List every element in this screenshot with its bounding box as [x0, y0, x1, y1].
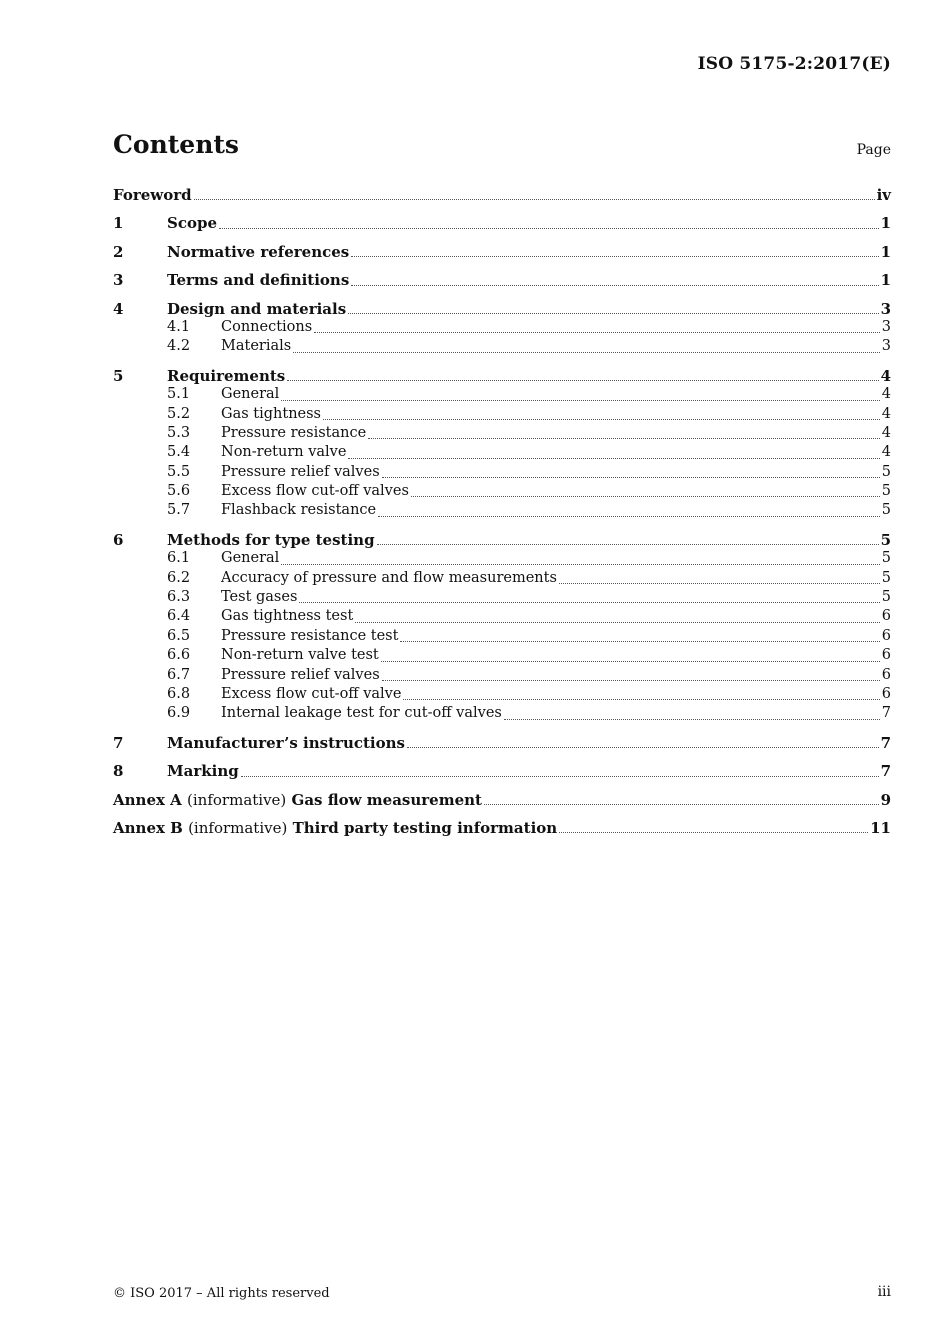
toc-entry-page: iv [876, 186, 891, 204]
toc-entry-title: Flashback resistance [221, 502, 377, 519]
annex-name: Third party testing information [292, 818, 558, 837]
toc-entry-page: 5 [880, 530, 891, 549]
toc-entry[interactable] [113, 186, 891, 205]
toc-entry-page: 5 [881, 463, 891, 480]
annex-label: Annex B [113, 818, 183, 837]
page-number: iii [877, 1284, 891, 1300]
toc-entry-title: Foreword [113, 186, 192, 204]
toc-entry-title: General [221, 386, 280, 403]
dot-leader [351, 256, 878, 257]
toc-subentry[interactable] [113, 319, 891, 338]
dot-leader [378, 516, 880, 517]
toc-entry-number: 5.4 [167, 444, 191, 461]
dot-leader [299, 602, 879, 603]
toc-entry-page: 1 [880, 242, 891, 261]
toc-subentry[interactable] [113, 705, 891, 724]
dot-leader [314, 332, 880, 333]
toc-entry[interactable] [113, 762, 891, 781]
toc-entry-title: Test gases [221, 589, 298, 606]
toc-entry-number: 4.2 [167, 338, 191, 355]
dot-leader [377, 544, 879, 545]
dot-leader [348, 458, 879, 459]
toc-entry-number: 8 [113, 762, 124, 781]
toc-entry-page: 7 [880, 733, 891, 752]
toc-subentry[interactable] [113, 464, 891, 483]
dot-leader [411, 496, 880, 497]
dot-leader [484, 804, 879, 805]
toc-entry[interactable] [113, 300, 891, 319]
toc-entry-title: Non-return valve test [221, 647, 379, 664]
copyright-notice: © ISO 2017 – All rights reserved [113, 1286, 330, 1301]
dot-leader [382, 680, 880, 681]
toc-entry-number: 6.7 [167, 666, 191, 683]
toc-entry-title: Pressure resistance test [221, 627, 399, 644]
toc-entry-number: 6.6 [167, 647, 191, 664]
toc-entry-title: Pressure resistance [221, 424, 367, 441]
annex-name: Gas flow measurement [291, 790, 482, 809]
toc-entry-page: 5 [881, 569, 891, 586]
toc-subentry[interactable] [113, 550, 891, 569]
dot-leader [351, 285, 878, 286]
dot-leader [219, 228, 879, 229]
toc-entry-title: Manufacturer’s instructions [167, 733, 405, 752]
toc-annex-entry[interactable] [113, 819, 891, 838]
toc-entry-page: 11 [870, 818, 891, 837]
toc-entry-page: 4 [880, 366, 891, 385]
toc-entry-title: Pressure relief valves [221, 666, 380, 683]
toc-entry-page: 3 [881, 318, 891, 335]
toc-entry-title: Scope [167, 214, 218, 233]
dot-leader [348, 313, 878, 314]
toc-entry[interactable] [113, 271, 891, 290]
toc-entry-page: 6 [881, 627, 891, 644]
toc-entry-page: 1 [880, 271, 891, 290]
toc-subentry[interactable] [113, 647, 891, 666]
dot-leader [559, 832, 868, 833]
toc-entry-page: 4 [881, 444, 891, 461]
toc-entry-number: 4.1 [167, 318, 191, 335]
page-title: Contents [113, 130, 240, 159]
toc-entry-title: Marking [167, 762, 239, 781]
toc-entry-page: 4 [881, 424, 891, 441]
dot-leader [407, 747, 879, 748]
toc-subentry[interactable] [113, 589, 891, 608]
toc-entry-number: 5.3 [167, 424, 191, 441]
toc-entry-page: 5 [881, 502, 891, 519]
toc-subentry[interactable] [113, 608, 891, 627]
dot-leader [355, 622, 879, 623]
toc-entry-number: 4 [113, 299, 124, 318]
toc-entry[interactable] [113, 734, 891, 753]
toc-entry-title: Connections [221, 318, 313, 335]
toc-entry-number: 6.5 [167, 627, 191, 644]
toc-entry-title: Non-return valve [221, 444, 347, 461]
toc-entry-number: 5.1 [167, 386, 191, 403]
toc-entry-title: Normative references [167, 242, 350, 261]
toc-subentry[interactable] [113, 628, 891, 647]
toc-entry-number: 6.8 [167, 685, 191, 702]
toc-subentry[interactable] [113, 338, 891, 357]
toc-entry-number: 5 [113, 366, 124, 385]
toc-subentry[interactable] [113, 444, 891, 463]
toc-entry-page: 5 [881, 589, 891, 606]
dot-leader [381, 661, 880, 662]
toc-entry-title: General [221, 550, 280, 567]
toc-subentry[interactable] [113, 502, 891, 521]
toc-entry-number: 6.1 [167, 550, 191, 567]
annex-label: Annex A [113, 790, 182, 809]
toc-entry-title: Internal leakage test for cut-off valves [221, 705, 502, 722]
toc-annex-title [113, 819, 557, 837]
toc-entry-number: 6 [113, 530, 124, 549]
toc-entry-number: 6.9 [167, 705, 191, 722]
toc-entry-title: Methods for type testing [167, 530, 375, 549]
dot-leader [287, 380, 878, 381]
toc-entry-title: Design and materials [167, 299, 347, 318]
toc-entry-page: 5 [881, 483, 891, 500]
toc-entry-page: 9 [880, 790, 891, 809]
toc-entry-page: 3 [880, 299, 891, 318]
toc-entry-page: 5 [881, 550, 891, 567]
toc-entry-number: 6.4 [167, 608, 191, 625]
toc-entry-number: 3 [113, 271, 124, 290]
toc-entry-number: 1 [113, 214, 124, 233]
document-id: ISO 5175-2:2017(E) [697, 54, 891, 74]
toc-subentry[interactable] [113, 686, 891, 705]
toc-entry-title: Excess flow cut-off valves [221, 483, 409, 500]
dot-leader [368, 438, 880, 439]
toc-subentry[interactable] [113, 570, 891, 589]
toc-entry[interactable] [113, 531, 891, 550]
dot-leader [559, 583, 880, 584]
toc-entry-page: 3 [881, 338, 891, 355]
toc-entry[interactable] [113, 243, 891, 262]
toc-entry-title: Gas tightness [221, 405, 321, 422]
dot-leader [400, 641, 879, 642]
dot-leader [281, 564, 879, 565]
annex-status: (informative) [188, 818, 288, 837]
toc-entry[interactable] [113, 214, 891, 233]
toc-entry-title: Terms and definitions [167, 271, 350, 290]
dot-leader [504, 719, 880, 720]
toc-entry-page: 7 [880, 762, 891, 781]
toc-entry-title: Gas tightness test [221, 608, 354, 625]
toc-entry-title: Pressure relief valves [221, 463, 380, 480]
toc-subentry[interactable] [113, 425, 891, 444]
page-column-label: Page [856, 142, 891, 158]
dot-leader [281, 400, 879, 401]
toc-entry-number: 2 [113, 242, 124, 261]
toc-entry-title: Accuracy of pressure and flow measurements [221, 569, 557, 586]
toc-entry-page: 4 [881, 386, 891, 403]
toc-entry-page: 4 [881, 405, 891, 422]
toc-entry-page: 6 [881, 608, 891, 625]
dot-leader [241, 776, 879, 777]
toc-entry-page: 6 [881, 685, 891, 702]
toc-entry-page: 7 [881, 705, 891, 722]
toc-entry-page: 6 [881, 666, 891, 683]
toc-subentry[interactable] [113, 386, 891, 405]
toc-entry-number: 6.3 [167, 589, 191, 606]
table-of-contents [113, 186, 891, 838]
dot-leader [403, 699, 879, 700]
toc-entry-number: 5.5 [167, 463, 191, 480]
toc-entry-title: Requirements [167, 366, 286, 385]
toc-entry-number: 7 [113, 733, 124, 752]
toc-annex-title [113, 791, 482, 809]
toc-annex-entry[interactable] [113, 791, 891, 810]
dot-leader [293, 352, 880, 353]
toc-entry-page: 6 [881, 647, 891, 664]
dot-leader [323, 419, 880, 420]
toc-subentry[interactable] [113, 483, 891, 502]
toc-entry[interactable] [113, 367, 891, 386]
toc-subentry[interactable] [113, 667, 891, 686]
dot-leader [382, 477, 880, 478]
toc-entry-title: Materials [221, 338, 292, 355]
toc-entry-number: 5.7 [167, 502, 191, 519]
toc-subentry[interactable] [113, 406, 891, 425]
toc-entry-title: Excess flow cut-off valve [221, 685, 402, 702]
dot-leader [194, 199, 875, 200]
toc-entry-page: 1 [880, 214, 891, 233]
toc-entry-number: 5.6 [167, 483, 191, 500]
toc-entry-number: 6.2 [167, 569, 191, 586]
annex-status: (informative) [187, 790, 287, 809]
toc-entry-number: 5.2 [167, 405, 191, 422]
